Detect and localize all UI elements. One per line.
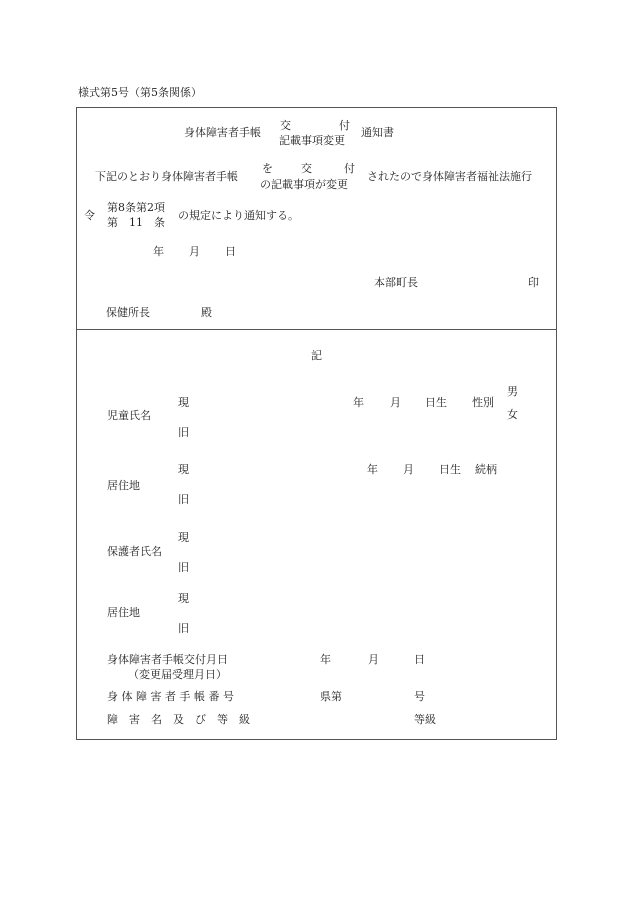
date-year: 年 xyxy=(153,245,164,258)
book-number-label: 身 体 障 害 者 手 帳 番 号 xyxy=(107,690,234,703)
body-option-issue-b: 付 xyxy=(344,162,355,175)
guardian-name-former: 旧 xyxy=(178,561,189,574)
law-option-2: 第 11 条 xyxy=(107,216,165,229)
sex-male: 男 xyxy=(507,385,518,398)
sex-female: 女 xyxy=(507,408,518,421)
relationship-label: 続柄 xyxy=(475,463,497,476)
title-option-issue-a: 交 xyxy=(280,119,291,132)
child-birth-year: 年 xyxy=(353,396,364,409)
change-receipt-label: （変更届受理月日） xyxy=(128,668,227,681)
child-name-former: 旧 xyxy=(178,426,189,439)
residence-birth-day: 日生 xyxy=(439,463,461,476)
guardian-residence-former: 旧 xyxy=(178,622,189,635)
body-option-issue-a: 交 xyxy=(301,162,312,175)
addressee: 保健所長 xyxy=(106,306,150,319)
child-birth-day: 日生 xyxy=(425,396,447,409)
child-residence-current: 現 xyxy=(178,463,189,476)
child-birth-month: 月 xyxy=(390,396,401,409)
section-divider xyxy=(76,329,557,330)
child-name-label: 児童氏名 xyxy=(107,409,151,422)
residence-birth-month: 月 xyxy=(403,463,414,476)
child-name-current: 現 xyxy=(178,396,189,409)
seal-mark: 印 xyxy=(528,276,539,289)
disability-label: 障 害 名 及 び 等 級 xyxy=(107,713,250,726)
issue-year: 年 xyxy=(320,653,331,666)
honorific: 殿 xyxy=(201,306,212,319)
record-heading: 記 xyxy=(311,349,322,362)
child-residence-label: 居住地 xyxy=(107,479,140,492)
guardian-name-label: 保護者氏名 xyxy=(107,545,162,558)
title-option-change: 記載事項変更 xyxy=(279,134,345,147)
body-option-change: の記載事項が変更 xyxy=(260,178,348,191)
prefecture-number-prefix: 県第 xyxy=(320,690,342,703)
law-suffix: の規定により通知する。 xyxy=(178,209,299,222)
date-day: 日 xyxy=(225,245,236,258)
issue-month: 月 xyxy=(368,653,379,666)
guardian-residence-label: 居住地 xyxy=(107,606,140,619)
residence-birth-year: 年 xyxy=(367,463,378,476)
law-option-1: 第8条第2項 xyxy=(107,201,165,214)
child-residence-former: 旧 xyxy=(178,493,189,506)
issue-day: 日 xyxy=(414,653,425,666)
law-rei: 令 xyxy=(84,209,95,222)
issue-date-label: 身体障害者手帳交付月日 xyxy=(107,653,228,666)
body-prefix: 下記のとおり身体障害者手帳 xyxy=(95,170,238,183)
number-suffix: 号 xyxy=(414,690,425,703)
body-suffix: されたので身体障害者福祉法施行 xyxy=(367,170,532,183)
title-prefix: 身体障害者手帳 xyxy=(184,126,261,139)
guardian-name-current: 現 xyxy=(178,531,189,544)
date-month: 月 xyxy=(189,245,200,258)
grade-suffix: 等級 xyxy=(414,713,436,726)
guardian-residence-current: 現 xyxy=(178,592,189,605)
form-number-label: 様式第5号（第5条関係） xyxy=(78,86,202,99)
title-option-issue-b: 付 xyxy=(339,119,350,132)
body-option-wo: を xyxy=(262,162,273,175)
sex-label: 性別 xyxy=(472,396,494,409)
title-suffix: 通知書 xyxy=(361,126,394,139)
issuer-title: 本部町長 xyxy=(374,276,418,289)
